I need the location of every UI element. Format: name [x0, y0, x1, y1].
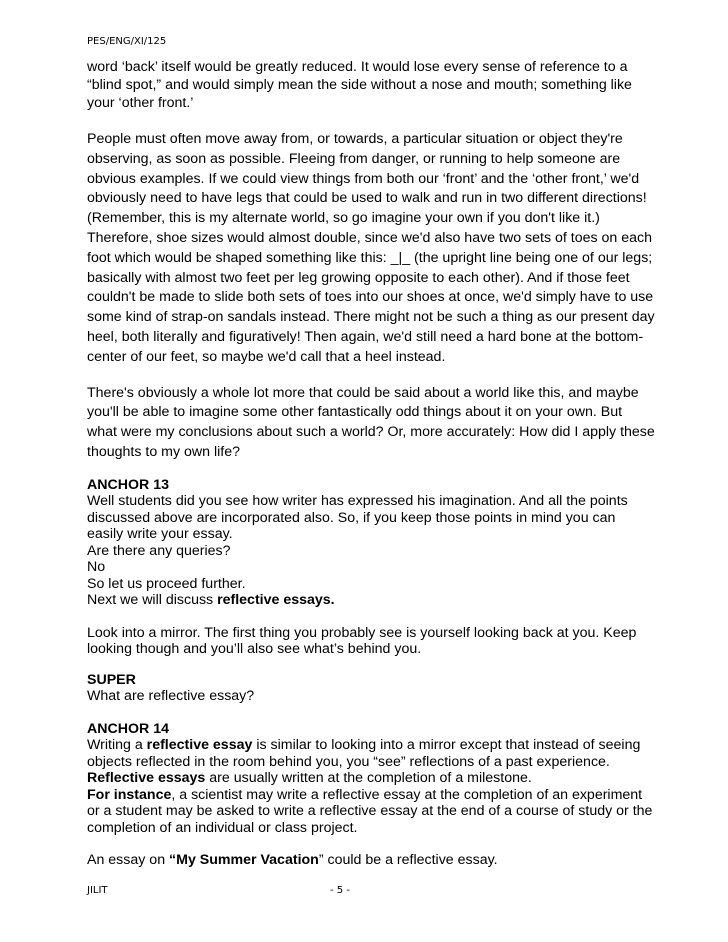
super-heading: SUPER [87, 671, 136, 688]
paragraph-back-word: word ‘back’ itself would be greatly reduced. It would lose every sense of reference to a “blind spot,” and would simply mean the side without a nose and mouth; something like your ‘other front.’ [87, 59, 632, 111]
super-question: What are reflective essay? [87, 688, 255, 705]
document-code-header: PES/ENG/XI/125 [87, 36, 167, 47]
page-body [87, 58, 655, 869]
anchor-13-heading: ANCHOR 13 [87, 476, 169, 493]
anchor-13-line-3: No [87, 559, 106, 576]
footer-page-number: - 5 - [330, 885, 350, 896]
anchor-13-section [87, 477, 655, 609]
anchor-13-line-1: Well students did you see how writer has expressed his imagination. And all the points discussed above are incorporated also. So, if you keep those points in mind you can easily write your essay. [87, 493, 628, 543]
closing-sentence: An essay on “My Summer Vacation” could be a reflective essay. [87, 852, 498, 869]
footer-institution: JILIT [87, 885, 108, 896]
anchor-13-line-4: So let us proceed further. [87, 575, 246, 592]
super-section [87, 672, 655, 705]
anchor-14-sentence-3: For instance, a scientist may write a reflective essay at the completion of an experiment or a student may be asked to write a reflective essay at the end of a course of study or the completion of an individual or class project. [87, 786, 653, 836]
anchor-14-sentence-2: Reflective essays are usually written at the completion of a milestone. [87, 770, 532, 787]
paragraph-conclusions: There's obviously a whole lot more that could be said about a world like this, and maybe you'll be able to imagine some other fantastically odd things about it on your own. But what were my conclusions about such a world? Or, more accurately: How did I apply these thoughts to my own life? [87, 384, 655, 460]
anchor-13-line-5: Next we will discuss reflective essays. [87, 592, 335, 609]
anchor-13-line-2: Are there any queries? [87, 542, 231, 559]
anchor-14-section [87, 721, 655, 837]
anchor-14-sentence-1: Writing a reflective essay is similar to looking into a mirror except that instead of seeing objects reflected in the room behind you, you “see” reflections of a past experience. [87, 737, 641, 770]
paragraph-legs-and-feet: People must often move away from, or towards, a particular situation or object they're observing, as soon as possible. Fleeing from danger, or running to help someone are obvious examples. If we could view things from both our ‘front’ and the ‘other front,’ we'd obviously need to have legs that could be used to walk and run in two different directions! (Remember, this is my alternate world, so go imagine your own if you don't like it.) Therefore, shoe sizes would almost double, since we'd also have two sets of toes on each foot which would be shaped something like this: _|_ (the upright line being one of our legs; basically with almost two feet per leg growing opposite to each other). And if those feet couldn't be made to slide both sets of toes into our shoes at once, we'd simply have to use some kind of strap-on sandals instead. There might not be such a thing as our present day heel, both literally and figuratively! Then again, we'd still need a hard bone at the bottom-center of our feet, so maybe we'd call that a heel instead. [87, 131, 655, 365]
anchor-14-heading: ANCHOR 14 [87, 720, 169, 737]
mirror-paragraph: Look into a mirror. The first thing you probably see is yourself looking back at you. Keep looking though and you’ll also see what’s behind you. [87, 624, 637, 658]
